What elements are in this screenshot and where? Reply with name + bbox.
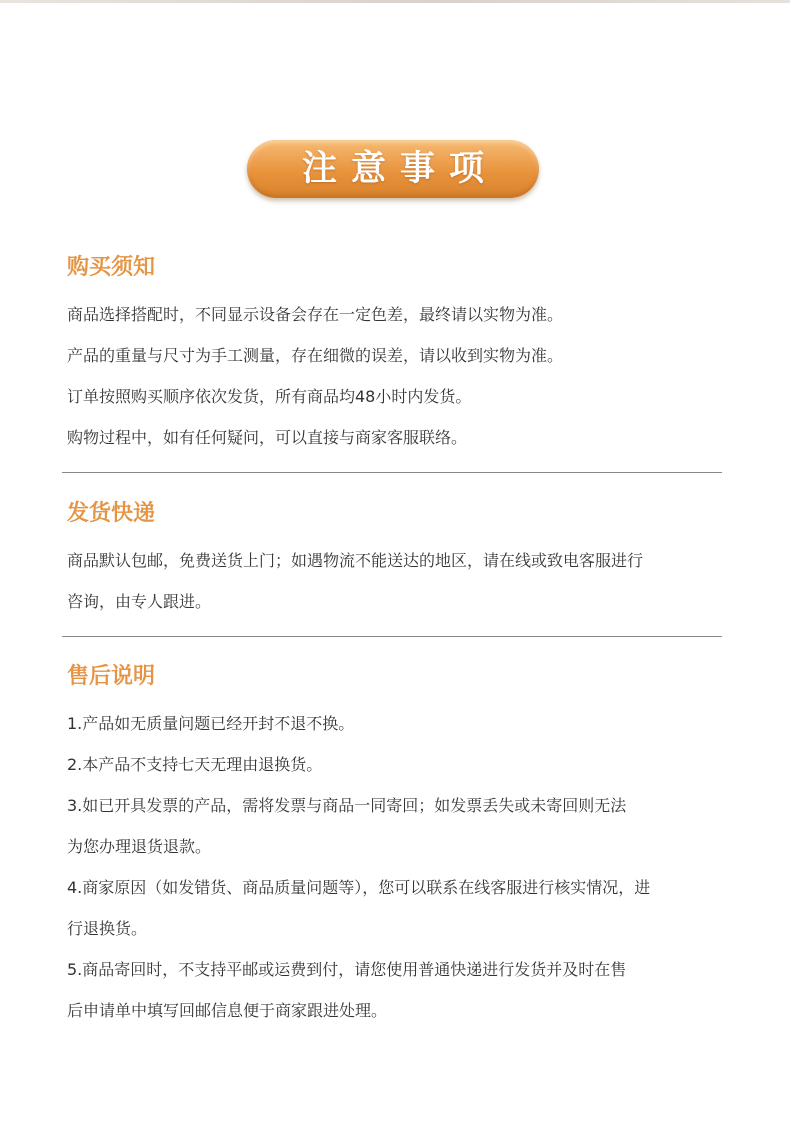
text-line: 咨询，由专人跟进。: [67, 592, 212, 611]
section-body: [67, 294, 727, 458]
section-body: [67, 703, 727, 1031]
section-divider: [62, 636, 722, 637]
page-title: 注意事项: [301, 148, 498, 189]
section-heading: 售后说明: [67, 664, 156, 689]
section-heading: 发货快递: [67, 501, 156, 526]
text-line: 1.产品如无质量问题已经开封不退不换。: [67, 714, 355, 733]
text-line: 商品默认包邮，免费送货上门；如遇物流不能送达的地区，请在线或致电客服进行: [67, 551, 644, 570]
section-shipping: [67, 500, 727, 622]
text-line: 购物过程中，如有任何疑问，可以直接与商家客服联络。: [67, 428, 468, 447]
text-line: 为您办理退货退款。: [67, 837, 212, 856]
section-divider: [62, 472, 722, 473]
section-after-sales: [67, 663, 727, 1031]
text-line: 5.商品寄回时，不支持平邮或运费到付，请您使用普通快递进行发货并及时在售: [67, 960, 627, 979]
text-line: 商品选择搭配时，不同显示设备会存在一定色差，最终请以实物为准。: [67, 305, 564, 324]
text-line: 产品的重量与尺寸为手工测量，存在细微的误差，请以收到实物为准。: [67, 346, 564, 365]
title-banner: [247, 140, 539, 198]
text-line: 后申请单中填写回邮信息便于商家跟进处理。: [67, 1001, 388, 1020]
section-purchase-notice: [67, 254, 727, 458]
top-decorative-strip: [0, 0, 790, 3]
text-line: 2.本产品不支持七天无理由退换货。: [67, 755, 323, 774]
text-line: 3.如已开具发票的产品，需将发票与商品一同寄回；如发票丢失或未寄回则无法: [67, 796, 627, 815]
text-line: 行退换货。: [67, 919, 148, 938]
text-line: 订单按照购买顺序依次发货，所有商品均48小时内发货。: [67, 387, 472, 406]
section-heading: 购买须知: [67, 255, 156, 280]
text-line: 4.商家原因（如发错货、商品质量问题等），您可以联系在线客服进行核实情况，进: [67, 878, 651, 897]
section-body: [67, 540, 727, 622]
